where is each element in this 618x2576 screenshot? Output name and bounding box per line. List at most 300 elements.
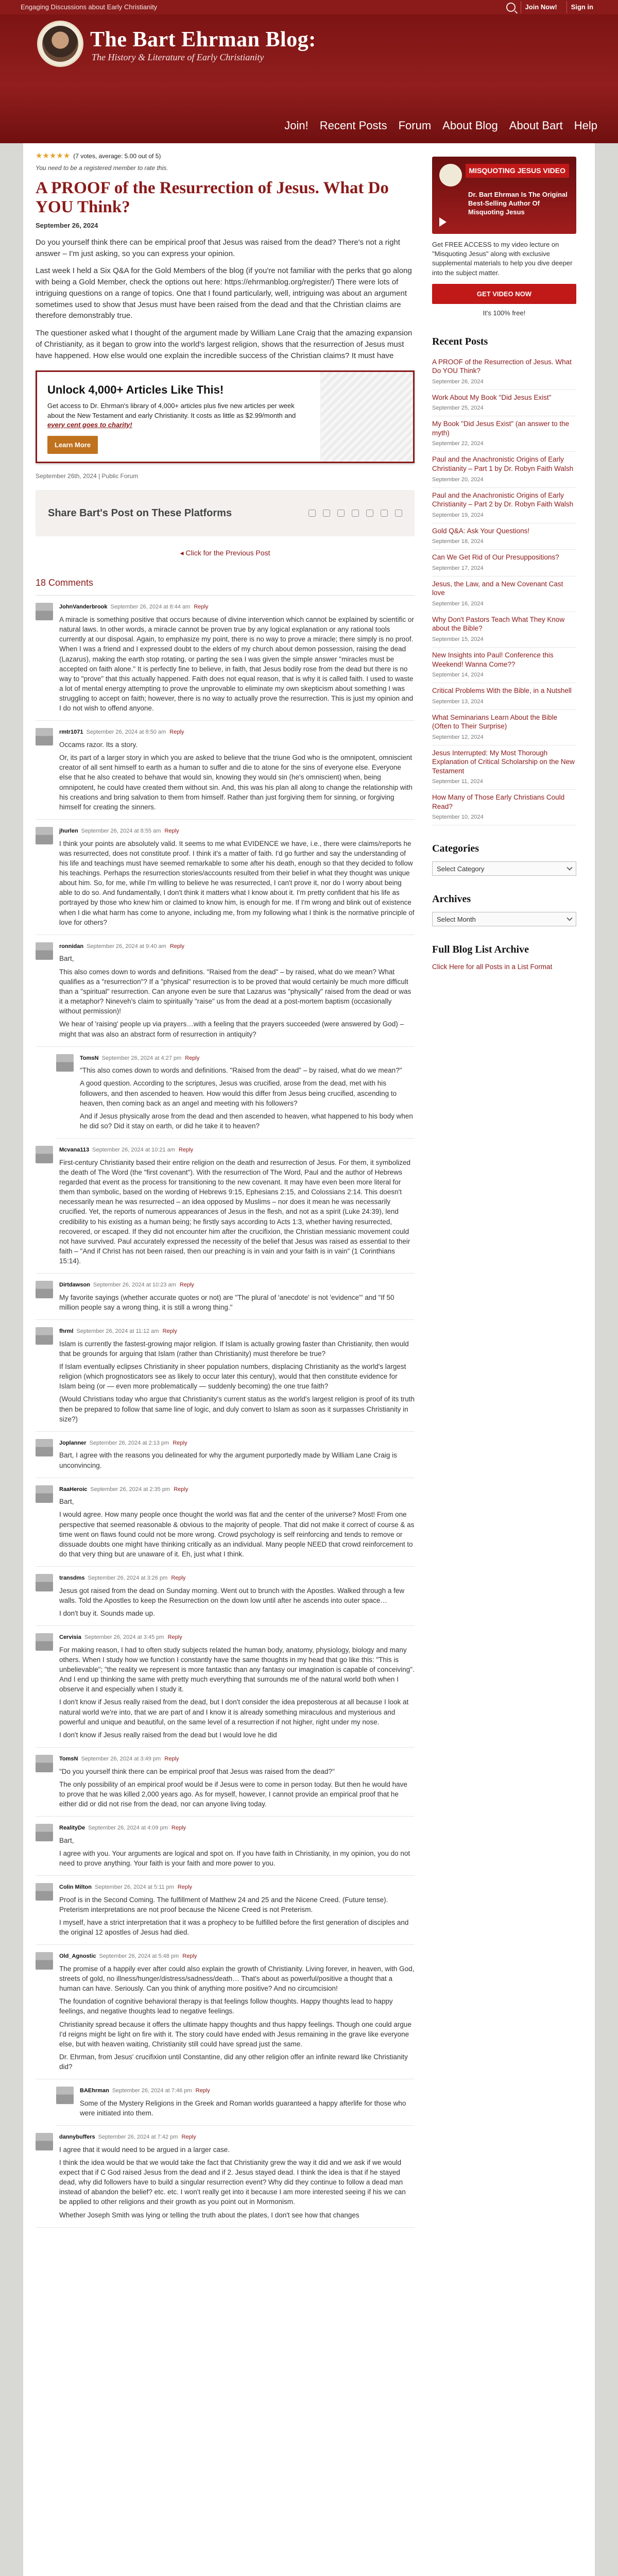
comment-date[interactable]: September 26, 2024 at 2:13 pm: [89, 1439, 169, 1446]
comment-header: [80, 1054, 415, 1063]
charity-link[interactable]: every cent goes to charity!: [47, 420, 132, 429]
post-rating: [36, 150, 415, 162]
nav-help[interactable]: Help: [574, 119, 597, 132]
recent-post-item: [432, 452, 576, 487]
author-portrait-icon: [42, 26, 78, 62]
unlock-articles-box: [36, 370, 415, 463]
comment-text: [80, 2098, 415, 2118]
comment-paragraph: "Do you yourself think there can be empirical proof that Jesus was raised from the dead?": [59, 1767, 335, 1775]
recent-post-item: [432, 390, 576, 417]
comment: [56, 1047, 415, 1139]
comment-paragraph: Proof is in the Second Coming. The fulfillment of Matthew 24 and 25 and the Nicene Creed. (Future tense). Preterism interpretations are not proof because the Nicene Creed is not Preterism.: [59, 1895, 388, 1913]
avatar: [36, 1146, 53, 1163]
comment-text: [59, 615, 415, 714]
comment-header: [59, 942, 415, 951]
comment-date[interactable]: September 26, 2024 at 5:48 pm: [99, 1953, 179, 1960]
comments-count: 18 Comments: [36, 576, 415, 596]
top-bar-actions: [506, 1, 597, 13]
comment-body: [59, 1439, 415, 1470]
rating-stars[interactable]: [36, 150, 70, 162]
site-logo[interactable]: [37, 21, 83, 67]
recent-post-item: [432, 710, 576, 745]
star-icon[interactable]: ★: [36, 151, 43, 160]
comment-author[interactable]: RealityDe: [59, 1825, 85, 1832]
reply-link[interactable]: Reply: [173, 1439, 187, 1446]
comment-paragraph: The only possibility of an empirical proof would be if Jesus were to come in person today. But then he would have to prove that he was killed 2,000 years ago. As for myself, however, I cannot provide an empirical proof that he either did or did not rise from the dead, nor can anyone living today.: [59, 1780, 407, 1808]
recent-post-date: September 14, 2024: [432, 672, 484, 679]
comment-text: [59, 1450, 415, 1470]
rating-text: (7 votes, average: 5.00 out of 5): [73, 152, 161, 160]
full-blog-list-title: Full Blog List Archive: [432, 944, 529, 956]
comment-header: [59, 1439, 415, 1448]
comment-date[interactable]: September 26, 2024 at 4:27 pm: [101, 1055, 182, 1061]
comment-body: [59, 1633, 415, 1740]
comment-author[interactable]: RaaHeroic: [59, 1486, 88, 1493]
comment-date[interactable]: September 26, 2024 at 3:26 pm: [88, 1575, 168, 1582]
video-title: MISQUOTING JESUS VIDEO: [466, 164, 569, 178]
recent-post-link[interactable]: Can We Get Rid of Our Presuppositions?: [432, 553, 559, 562]
categories-select-value: Select Category: [437, 865, 485, 873]
comment-paragraph: This also comes down to words and definitions. "Raised from the dead" – by raised, what do we mean? What qualifies as a "resurrection"? If a "physical" resurrection is to be proved that would certainly be much more difficult than a "spiritual" resurrection. Can anyone even be sure that Lazarus was "physically" raised from the dead or was it a metaphor? Nineveh's claim to spiritually "raise" us from the dead at a post-mortem baptism (occasionally without permission)!: [59, 968, 411, 1015]
recent-post-date: September 22, 2024: [432, 440, 484, 447]
recent-post-date: September 18, 2024: [432, 538, 484, 545]
comment-paragraph: I don't buy it. Sounds made up.: [59, 1609, 155, 1617]
comment-paragraph: My favorite sayings (whether accurate quotes or not) are "The plural of 'anecdote' is not 'evidence'" and "If 50 million people say a wrong thing, it is still a wrong thing.": [59, 1293, 394, 1311]
chevron-down-icon: [566, 916, 572, 921]
avatar: [36, 827, 53, 844]
comment: [36, 596, 415, 721]
comment-body: [59, 942, 415, 1039]
recent-posts-title: Recent Posts: [432, 335, 488, 347]
comment-author[interactable]: Dirtdawson: [59, 1282, 90, 1289]
recent-post-date: September 20, 2024: [432, 476, 484, 483]
star-icon[interactable]: ★: [42, 151, 49, 160]
site-tagline: The History & Literature of Early Christianity: [92, 52, 264, 62]
recent-post-date: September 19, 2024: [432, 512, 484, 518]
reply-link[interactable]: Reply: [167, 1634, 182, 1641]
share-icons: [308, 510, 402, 517]
recent-post-link[interactable]: Paul and the Anachronistic Origins of Early Christianity – Part 2 by Dr. Robyn Faith Walsh: [432, 491, 574, 509]
comment-body: [59, 1485, 415, 1559]
archives-select-value: Select Month: [437, 915, 476, 923]
comment: [36, 1478, 415, 1567]
comment: [36, 1432, 415, 1478]
comment-header: [59, 1824, 415, 1833]
comment-date[interactable]: September 26, 2024 at 10:23 am: [93, 1282, 176, 1289]
comment-paragraph: I would agree. How many people once thought the world was flat and the center of the universe? Most! From one perspective that seemed reasonable & obvious to the majority of people. That did not make it correct of course & as time went on flaws found could not be more wrong. Crowd psychology is self reinforcing and tends to remove or dissuade doubts one might have thinking critically as an individual. Many people NEED that crowd reinforcement to do that very thing but are unaware of it. Eh, just what I think.: [59, 1511, 415, 1558]
comment: [36, 1567, 415, 1626]
comment-author[interactable]: rmtr1071: [59, 729, 83, 736]
share-section: [36, 490, 415, 536]
promo-free-note: It's 100% free!: [483, 309, 526, 317]
comment: [56, 2079, 415, 2126]
comment-author[interactable]: dannybuffers: [59, 2134, 95, 2141]
avatar: [36, 1755, 53, 1772]
reply-link[interactable]: Reply: [179, 1282, 194, 1289]
recent-post-link[interactable]: Critical Problems With the Bible, in a Nutshell: [432, 687, 572, 695]
comment-paragraph: I don't know if Jesus really raised from the dead but I would love he did: [59, 1731, 277, 1739]
play-icon[interactable]: [439, 217, 447, 227]
page-content: [23, 143, 595, 2576]
comment-paragraph: Or, its part of a larger story in which you are asked to believe that the triune God who is the omnipotent, omniscient creator of all sent himself to earth as a human to suffer and die to atone for the sins of everyone else. Everyone else that he also created to behave that would sin, knowing they would sin (he's omniscient) when, being omnipotent, he could have created them without sin. And, this was his plan all along to change the relationship with his creations and bring salvation to them from himself. Rather than just forgiving them for sinning, or forgiving himself for creating the sinners.: [59, 754, 413, 811]
comment-date[interactable]: September 26, 2024 at 2:35 pm: [90, 1486, 170, 1493]
comment-paragraph: Bart, I agree with the reasons you delineated for why the argument purportedly made by William Lane Craig is unconvincing.: [59, 1451, 397, 1469]
unlock-text: [47, 401, 310, 430]
archives-select[interactable]: [432, 912, 576, 926]
star-icon[interactable]: ★: [63, 151, 71, 160]
comment-header: [80, 2087, 415, 2095]
comment-paragraph: If Islam eventually eclipses Christianity in sheer population numbers, displacing Christianity as the world's largest religion (which prognosticators see as likely to occur later this century), would that then constitute evidence for Islam being (or — even more problematically — suddenly becoming) the one true faith?: [59, 1362, 406, 1391]
comment-date[interactable]: September 26, 2024 at 3:49 pm: [81, 1756, 161, 1762]
comment-paragraph: I myself, have a strict interpretation that it was a prophecy to be fulfilled before the first generation of disciples and the original 12 apostles of Jesus had died.: [59, 1918, 409, 1937]
comment-body: [59, 827, 415, 927]
nav-recent-posts[interactable]: Recent Posts: [319, 119, 387, 132]
comment: [36, 721, 415, 820]
star-icon[interactable]: ★: [49, 151, 57, 160]
comment-date[interactable]: September 26, 2024 at 10:21 am: [92, 1147, 175, 1154]
avatar: [36, 1952, 53, 1970]
comment: [36, 1876, 415, 1945]
reply-link[interactable]: Reply: [185, 1055, 200, 1061]
recent-post-link[interactable]: How Many of Those Early Christians Could Read?: [432, 793, 565, 810]
comment-body: [59, 1883, 415, 1937]
avatar: [36, 2133, 53, 2150]
reply-link[interactable]: Reply: [195, 2088, 210, 2094]
reply-link[interactable]: Reply: [171, 1825, 186, 1832]
comment-body: [59, 1574, 415, 1618]
reddit-icon[interactable]: [352, 510, 359, 517]
reply-link[interactable]: Reply: [181, 2134, 196, 2141]
comment: [36, 1626, 415, 1748]
recent-post-item: [432, 354, 576, 390]
recent-post-date: September 15, 2024: [432, 636, 484, 642]
comment-text: [59, 1767, 415, 1809]
comment-body: [59, 728, 415, 812]
pinterest-icon[interactable]: [381, 510, 388, 517]
comment-paragraph: I don't know if Jesus really raised from the dead, but I don't consider the idea preposterous at all because I look at natural world we're into, that we are part of and I know it is already something miraculous and mysterious and powerful and unique and beautiful, on the same level of a resurrection if not higher, right under my nose.: [59, 1698, 409, 1726]
comment-paragraph: The promise of a happily ever after could also explain the growth of Christianity. Living forever, in heaven, with God, streets of gold, no illness/hunger/distress/sadness/death… That's about as powerful/positive a thought that a human can have. Seriously. Can you think of anything more positive? And no circumcision!: [59, 1964, 415, 1993]
comment-header: [59, 1146, 415, 1155]
comment-header: [59, 1485, 415, 1494]
comment-text: [59, 1158, 415, 1266]
post-meta[interactable]: September 26th, 2024 | Public Forum: [36, 472, 139, 480]
recent-post-item: [432, 745, 576, 790]
reply-link[interactable]: Reply: [164, 1756, 179, 1762]
categories-select[interactable]: [432, 861, 576, 876]
tumblr-icon[interactable]: [366, 510, 373, 517]
nav-forum[interactable]: Forum: [398, 119, 432, 132]
post-date: September 26, 2024: [36, 222, 98, 230]
comment-date[interactable]: September 26, 2024 at 8:55 am: [81, 828, 161, 835]
comment-author[interactable]: TomsN: [59, 1756, 78, 1762]
recent-post-item: [432, 648, 576, 683]
recent-post-date: September 12, 2024: [432, 734, 484, 740]
comment: [36, 1274, 415, 1320]
post-body: [36, 237, 415, 362]
sidebar: [432, 143, 576, 2576]
comment-header: [59, 1327, 415, 1336]
recent-post-link[interactable]: New Insights into Paul! Conference this Weekend! Wanna Come??: [432, 651, 554, 668]
recent-post-date: September 11, 2024: [432, 778, 483, 785]
comment-header: [59, 1952, 415, 1961]
recent-post-link[interactable]: A PROOF of the Resurrection of Jesus. What Do YOU Think?: [432, 358, 572, 375]
comment-author[interactable]: jhurlen: [59, 828, 78, 835]
comment: [36, 2126, 415, 2228]
comment: [36, 1139, 415, 1274]
nav-join[interactable]: Join!: [284, 119, 308, 132]
site-header: [0, 14, 618, 143]
comment-date[interactable]: September 26, 2024 at 7:42 pm: [98, 2134, 178, 2141]
avatar: [36, 728, 53, 745]
comment-date[interactable]: September 26, 2024 at 11:12 am: [76, 1328, 159, 1335]
comment-text: [59, 1645, 415, 1740]
comment-author[interactable]: JohnVanderbrook: [59, 604, 108, 611]
recent-post-date: September 13, 2024: [432, 698, 484, 705]
comment-body: [59, 603, 415, 713]
unlock-heading: Unlock 4,000+ Articles Like This!: [47, 383, 224, 397]
comment-paragraph: Bart,: [59, 955, 74, 963]
comment-paragraph: Whether Joseph Smith was lying or telling the truth about the plates, I don't see how that changes: [59, 2211, 359, 2219]
recent-post-item: [432, 416, 576, 452]
reply-link[interactable]: Reply: [174, 1486, 188, 1493]
reply-link[interactable]: Reply: [177, 1884, 193, 1891]
reply-link[interactable]: Reply: [171, 1575, 186, 1582]
recent-post-item: [432, 550, 576, 577]
comment-paragraph: A good question. According to the scriptures, Jesus was crucified, arose from the dead, met with his followers, and then ascended to heaven. How would this differ from Jesus being crucified, ascending to heaven, then coming back as an angel and meeting with his followers?: [80, 1079, 397, 1107]
sign-in-button[interactable]: Sign in: [566, 1, 597, 13]
comment-paragraph: I agree with you. Your arguments are logical and spot on. If you have faith in Christianity, in my opinion, you do not need to prove anything. Your faith is your faith and more power to you.: [59, 1849, 410, 1867]
recent-post-date: September 25, 2024: [432, 405, 484, 412]
comment-text: [59, 1293, 415, 1312]
comment-date[interactable]: September 26, 2024 at 5:11 pm: [94, 1884, 174, 1891]
avatar: [56, 2087, 74, 2104]
recent-post-link[interactable]: What Seminarians Learn About the Bible (Often to Their Surprise): [432, 713, 558, 731]
avatar: [36, 1281, 53, 1298]
comment-author[interactable]: BAEhrman: [80, 2088, 109, 2094]
comment-list: [36, 596, 415, 2227]
comment-author[interactable]: Old_Agnostic: [59, 1953, 96, 1960]
comment-date[interactable]: September 26, 2024 at 4:09 pm: [88, 1825, 168, 1832]
facebook-icon[interactable]: [308, 510, 316, 517]
join-now-button[interactable]: Join Now!: [521, 1, 561, 13]
chevron-down-icon: [566, 865, 572, 871]
get-video-button[interactable]: GET VIDEO NOW: [432, 284, 576, 304]
reply-link[interactable]: Reply: [194, 604, 209, 611]
comment-paragraph: Bart,: [59, 1498, 74, 1506]
comment-text: [59, 1836, 415, 1868]
comment-text: [59, 1964, 415, 2072]
promo-text: Get FREE ACCESS to my video lecture on "Misquoting Jesus" along with exclusive supplemental materials to help you dive deeper into the subject matter.: [432, 241, 573, 277]
reply-link[interactable]: Reply: [162, 1328, 177, 1335]
comment-paragraph: And if Jesus physically arose from the dead and then ascended to heaven, what happened to his body when he did so? Did it stay on earth, or did he take it to heaven?: [80, 1112, 413, 1130]
post-paragraph: Last week I held a Six Q&A for the Gold Members of the blog (if you're not familiar with the perks that go along with being a Gold Member, check the options out here: https://ehrmanblog.org/register/) There were lots of intriguing questions on a range of topics. One that I found particularly, well, intriguing was about an argument sometimes used to show that Jesus must have been raised from the dead and that the Christian claims are therefore demonstrably true.: [36, 266, 412, 320]
avatar: [36, 1439, 53, 1456]
comment-header: [59, 728, 415, 737]
site-title[interactable]: The Bart Ehrman Blog:: [90, 28, 316, 52]
recent-post-link[interactable]: Why Don't Pastors Teach What They Know about the Bible?: [432, 615, 565, 633]
linkedin-icon[interactable]: [337, 510, 345, 517]
comment-paragraph: Christianity spread because it offers the ultimate happy thoughts and thus happy feelings. Though one could argue I'd reigns might be light on fire with it. The story could have ended with Jesus remaining in the grave like everyone else, but with heaven waiting, Christianity still could have spread just the same.: [59, 2020, 411, 2048]
comment: [36, 1320, 415, 1432]
comment-body: [80, 1054, 415, 1131]
top-bar-promo[interactable]: Engaging Discussions about Early Christianity: [21, 3, 158, 11]
site-logo-small: [439, 164, 462, 187]
comment-author[interactable]: ronnidan: [59, 943, 84, 950]
comment-author[interactable]: Mcvana113: [59, 1147, 90, 1154]
recent-post-date: September 16, 2024: [432, 600, 484, 607]
reply-link[interactable]: Reply: [182, 1953, 197, 1960]
unlock-image-placeholder: [320, 372, 413, 462]
recent-post-link[interactable]: Gold Q&A: Ask Your Questions!: [432, 527, 530, 535]
comment-body: [59, 1824, 415, 1868]
recent-post-link[interactable]: Paul and the Anachronistic Origins of Early Christianity – Part 1 by Dr. Robyn Faith Walsh: [432, 455, 574, 473]
post-paragraph: Do you yourself think there can be empirical proof that Jesus was raised from the dead? There's not a right answer – I'm just asking, so you can express your opinion.: [36, 238, 400, 258]
avatar: [36, 1883, 53, 1901]
categories-title: Categories: [432, 843, 479, 855]
comment-paragraph: Dr. Ehrman, from Jesus' crucifixion until Constantine, did any other religion offer an infinite reward like Christianity did?: [59, 2053, 408, 2071]
previous-post-label[interactable]: Click for the Previous Post: [185, 549, 270, 557]
recent-post-link[interactable]: Work About My Book "Did Jesus Exist": [432, 393, 552, 401]
recent-post-link[interactable]: Jesus, the Law, and a New Covenant Cast love: [432, 580, 563, 597]
comment: [36, 1817, 415, 1876]
comment-body: [59, 1952, 415, 2072]
comment-text: [59, 1586, 415, 1618]
recent-post-item: [432, 523, 576, 550]
avatar: [36, 1485, 53, 1503]
twitter-icon[interactable]: [323, 510, 330, 517]
comment-paragraph: Islam is currently the fastest-growing major religion. If Islam is actually growing faster than Christianity, then would that be grounds for arguing that Islam (rather than Christianity) must therefore be true?: [59, 1340, 409, 1358]
recent-posts-list: [432, 354, 576, 826]
recent-post-date: September 17, 2024: [432, 565, 484, 571]
comment: [36, 1748, 415, 1817]
comment-header: [59, 1574, 415, 1583]
comment-author[interactable]: Colin Milton: [59, 1884, 92, 1891]
recent-post-item: [432, 790, 576, 825]
comment-header: [59, 827, 415, 836]
comment-paragraph: For making reason, I had to often study subjects related the human body, anatomy, physiology, biology and many others. When I study how we function I constantly have the same thoughts in my head that go like this: "This is unbelievable"; "the reality we represent is more fantastic than any fantasy our imagination is capable of conceiving". And I end up thinking the same with pretty much everything that surrounds me of the natural world both when I observe it and especially when I study it.: [59, 1646, 415, 1693]
avatar: [36, 1824, 53, 1841]
comment-paragraph: The foundation of cognitive behavioral therapy is that feelings follow thoughts. Happy thoughts lead to happy feelings, and negative thoughts lead to negative feelings.: [59, 1997, 393, 2015]
comment-body: [59, 2133, 415, 2220]
email-icon[interactable]: [395, 510, 402, 517]
comment-paragraph: "This also comes down to words and definitions. "Raised from the dead" – by raised, what do we mean?": [80, 1066, 402, 1075]
learn-more-button[interactable]: Learn More: [47, 436, 98, 454]
comment-text: [59, 839, 415, 927]
comment-paragraph: Some of the Mystery Religions in the Greek and Roman worlds guaranteed a happy afterlife for those who were initiated into them.: [80, 2099, 406, 2117]
comment-author[interactable]: fhrml: [59, 1328, 74, 1335]
recent-post-date: September 26, 2024: [432, 378, 484, 385]
nav-about-bart[interactable]: About Bart: [509, 119, 563, 132]
recent-post-link[interactable]: Jesus Interrupted: My Most Thorough Explanation of Critical Scholarship on the New Testament: [432, 749, 575, 775]
comment-text: [80, 1065, 415, 1131]
comment-header: [59, 1281, 415, 1290]
comment: [36, 935, 415, 1047]
video-subtitle: Dr. Bart Ehrman Is The Original Best-Selling Author Of Misquoting Jesus: [468, 191, 568, 216]
avatar: [36, 942, 53, 960]
comment: [36, 1945, 415, 2079]
comment-body: [59, 1146, 415, 1266]
comment-text: [59, 740, 415, 812]
full-blog-list-link[interactable]: Click Here for all Posts in a List Format: [432, 963, 553, 971]
comment-text: [59, 1497, 415, 1559]
post-title: A PROOF of the Resurrection of Jesus. What Do YOU Think?: [36, 178, 389, 217]
avatar: [36, 603, 53, 620]
comment-author[interactable]: Joplanner: [59, 1439, 87, 1446]
comment-paragraph: Occams razor. Its a story.: [59, 740, 138, 749]
share-title: Share Bart's Post on These Platforms: [48, 507, 232, 519]
comment-paragraph: I think your points are absolutely valid. It seems to me what EVIDENCE we have, i.e., there were claims/reports he was resurrected, does not constitute proof. I think it's a matter of faith. I'd go further and say the understanding of his life and teachings must have seemed remarkable to some after his death, enough so that they decided to follow his teachings. Perhaps the resurrection stories/accounts resulted from their belief in what they thought was unique about him. So, for me, while I'm willing to believe he was resurrected, I can't prove it, nor do I worry about being able to do so. And fundamentally, I don't think it matters what I know about it. I'm pretty confident that his life as portrayed by those who knew him or claimed to know him, is enough for me. If I'm wrong and blink out of existence when I die what harm has come to anyone, including me, from my following what I think is the normative principle of love for others?: [59, 839, 415, 926]
comment-author[interactable]: transdms: [59, 1575, 85, 1582]
recent-post-item: [432, 577, 576, 612]
comment-header: [59, 1633, 415, 1642]
top-bar: [0, 0, 618, 14]
post-paragraph: The questioner asked what I thought of the argument made by William Lane Craig that the amazing expansion of Christianity, as it began to grow into the world's largest religion, shows that the resurrection of Jesus must have happened. How else would one explain the incredible success of the Christian claims? It must have: [36, 329, 413, 360]
comment-author[interactable]: TomsN: [80, 1055, 99, 1061]
comment-text: [59, 2145, 415, 2220]
star-icon[interactable]: ★: [56, 151, 63, 160]
comment-date[interactable]: September 26, 2024 at 7:46 pm: [112, 2088, 192, 2094]
reply-link[interactable]: Reply: [179, 1147, 194, 1154]
recent-post-item: [432, 612, 576, 648]
avatar: [36, 1633, 53, 1651]
video-thumbnail[interactable]: [432, 157, 576, 234]
reply-link[interactable]: Reply: [169, 943, 184, 950]
comment-paragraph: Bart,: [59, 1836, 74, 1844]
recent-post-link[interactable]: My Book "Did Jesus Exist" (an answer to the myth): [432, 420, 570, 437]
archives-title: Archives: [432, 893, 471, 905]
comment-paragraph: Jesus got raised from the dead on Sunday morning. Went out to brunch with the Apostles. Walked through a few walls. Told the Apostles to keep the Resurrection on the down low until after he ascends into outer space…: [59, 1586, 405, 1604]
comment-body: [59, 1281, 415, 1312]
recent-post-item: [432, 488, 576, 523]
comment-date[interactable]: September 26, 2024 at 8:50 am: [86, 729, 166, 736]
comment-paragraph: A miracle is something positive that occurs because of divine intervention which cannot be explained by scientific or natural laws. In other words, a miracle cannot be proven true by any logical explanation or any rational tools currently at our disposal. Again, to emphasize my point, there is no way to prove a miracle; there simply is no proof. When I was a friend and I expressed doubt to the elders of my church about demon possession, raising the dead (Lazarus), making the earth stop rotating, or parting the sea I was given the simple answer "miracles must be accepted on faith alone." It is perfectly fine to believe, in faith, that Jesus bodily rose from the dead but there is no way to "prove" that this actually happened. Faith does not equal reason, that is why it is called faith. I used to waste a lot of mental energy attempting to prove the unprovable to eliminate my own skepticism about something I was struggling to accept on faith; however, there is no way to actually prove the resurrection. This is just my opinion and I do not wish to offend anyone.: [59, 615, 414, 713]
avatar: [36, 1327, 53, 1345]
comment-date[interactable]: September 26, 2024 at 9:40 am: [87, 943, 166, 950]
comment-paragraph: (Would Christians today who argue that Christianity's current status as the world's largest religion is proof of its truth then be prepared to follow that same line of logic, and duly convert to Islam as soon as it surpasses Christianity in size?): [59, 1395, 415, 1423]
nav-about-blog[interactable]: About Blog: [442, 119, 498, 132]
comment-date[interactable]: September 26, 2024 at 8:44 am: [110, 604, 191, 611]
comment-paragraph: We hear of 'raising' people up via prayers…with a feeling that the prayers succeeded (were answered by God) – might that was also an abstract form of resurrection in antiquity?: [59, 1020, 404, 1038]
comment-text: [59, 1339, 415, 1424]
reply-link[interactable]: Reply: [169, 729, 184, 736]
comment-paragraph: First-century Christianity based their entire religion on the death and resurrection of Jesus. For them, it symbolized the death of The Word (the "first covenant"). With the resurrection of The Word, Paul and the author of Hebrews regarded that event as the process for transitioning to the new covenant. It may have even been more literal for them than symbolic, based on the wording of Hebrews 9:15, Ephesians 2:15, and Colossians 2:14. This doesn't necessarily mean he was resurrected – an idea opposed by Muslims – nor does it mean he was necessarily crucified. Yet, the reports of numerous appearances of Jesus in the flesh, and not as a spirit (Luke 24:39), lend credibility to his existing as a human being; he firstly says according to Acts 1:3, whether having resurrected, recovered, or escaped. If they did not encounter him after the crucifixion, the Christian messianic movement could not have survived. Paul accurately expressed the necessity of the belief that Jesus was raised as essential to their faith – "And if Christ has not been raised, then our preaching is in vain and your faith is in vain" (1 Corinthians 15:14).: [59, 1158, 411, 1265]
comment-header: [59, 603, 415, 612]
comment-paragraph: I think the idea would be that we would take the fact that Christianity grew the way it did and we ask if we would expect that if C God raised Jesus from the dead and if 2. Jesus stayed dead. I think the idea is that if he stayed dead, why did followers have to build a singular resurrection event? Why did they continue to follow a dead man instead of abandon the belief? etc. etc. I won't really get into it because I am more interested seeing if his we can be applied to other religions and their growth as you point out in Mormonism.: [59, 2158, 406, 2206]
previous-post-link[interactable]: ◂ Click for the Previous Post: [180, 549, 270, 557]
unlock-description: Get access to Dr. Ehrman's library of 4,000+ articles plus five new articles per week about the New Testament and early Christianity. It costs as little as $2.99/month and: [47, 402, 296, 419]
search-icon[interactable]: [506, 3, 516, 12]
main-nav: [284, 117, 597, 134]
comment-header: [59, 1883, 415, 1892]
avatar: [56, 1054, 74, 1072]
comment-body: [59, 1755, 415, 1809]
rating-note: You need to be a registered member to rate this.: [36, 164, 168, 172]
comment-author[interactable]: Cervisia: [59, 1634, 81, 1641]
reply-link[interactable]: Reply: [164, 828, 179, 835]
avatar: [36, 1574, 53, 1591]
main-column: [36, 143, 432, 2576]
video-promo: [432, 157, 576, 318]
unlock-content: [37, 372, 320, 462]
comment-text: [59, 1895, 415, 1938]
comment-paragraph: I agree that it would need to be argued in a larger case.: [59, 2145, 230, 2154]
comment-body: [80, 2087, 415, 2118]
recent-post-date: September 10, 2024: [432, 814, 484, 821]
comment-date[interactable]: September 26, 2024 at 3:45 pm: [84, 1634, 164, 1641]
comment-header: [59, 1755, 415, 1764]
comment-header: [59, 2133, 415, 2142]
comment-text: [59, 954, 415, 1039]
